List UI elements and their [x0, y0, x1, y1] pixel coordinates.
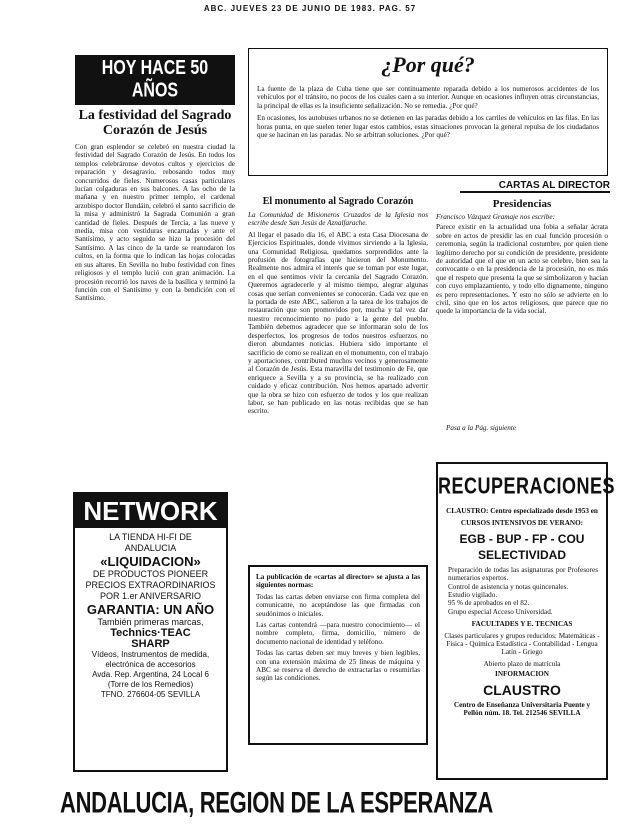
presidencias-author: Francisco Vázquez Gramaje nos escribe:: [436, 213, 555, 221]
rec-item: 95 % de aprobados en el 82.: [448, 599, 530, 608]
presidencias-body: Parece existir en la actualidad una fobia a señalar ácrata sobre en actos de presidir las en cual función procesión o ceremonia, según la tradicional costumbre, por quien tiene legítimo derecho por su condición de presidente, presidente de autoridad que el que en un acto se celebre, bien sea la convocante o en la presidencia de la procesión, no es más que el respeto que presenta la que se simbolizaron y hacían con cuyo emplazamiento, y todo ello dignamente, ninguno es pero representaciones. Y esto no sólo se advierte en lo civil, sino que en los actos religiosos, que parece que no quede la importancia de la vida social.: [436, 223, 608, 316]
rec-item: Control de asistencia y notas quincenales.: [448, 582, 569, 591]
presidencias-continue: Pasa a la Pág. siguiente: [446, 424, 517, 433]
monumento-intro: La Comunidad de Misioneros Cruzados de la Iglesia nos escribe desde San Jesús de Aznalfarache.: [248, 211, 428, 228]
network-line: DE PRODUCTOS PIONEER: [92, 569, 209, 579]
page-header: ABC. JUEVES 23 DE JUNIO DE 1983. PAG. 57: [203, 4, 417, 13]
hoy-body: Con gran esplendor se celebró en nuestra ciudad la festividad del Sagrado Corazón de Jesús. En todos los templos celebráronse devotos cultos y ejercicios de reparación y desagravio, rebosando todos muy concurridos de fieles. Numerosos casas particulares lucían colgaduras en sus balcones. A las ocho de la mañana y en nuestro primer templo, el cardenal arzobispo doctor Ilundáin, celebró el santo sacrificio de la misa y administró la Sagrada Comunión a gran cantidad de fieles. Después de Tercia, a las nueve y media, misa con vestiduras encarnadas y ante el Santísimo, y acto seguido se hizo la procesión del Santísimo. A las cinco de la tarde se reanudaron los cultos, en la forma que lo indican las hojas colocadas en sus altares. En Sevilla no hubo festividad con fines religiosos y el templo lució con gran animación. La procesión recorrió los naves de la basílica y terminó la función con el Santísimo y con la bendición con el Santísimo.: [75, 143, 235, 303]
network-line: PRECIOS EXTRAORDINARIOS: [85, 580, 216, 590]
recuperaciones-title: RECUPERACIONES: [438, 472, 616, 499]
network-ad: [73, 492, 228, 772]
rec-address: Centro de Enseñanza Universitaria Puente y Pellón núm. 18. Tel. 212546 SEVILLA: [453, 700, 591, 718]
porque-title: ¿Por qué?: [381, 52, 475, 77]
network-title: NETWORK: [75, 494, 226, 528]
rec-line-1: CLAUSTRO: Centro especializado desde 1953 en: [446, 507, 598, 515]
network-line: GARANTIA: UN AÑO: [86, 602, 215, 617]
network-line: También primeras marcas,: [97, 617, 204, 627]
norms-box: [248, 565, 428, 745]
network-line: POR 1.er ANIVERSARIO: [99, 591, 202, 601]
network-line: LA TIENDA HI-FI DE: [109, 532, 192, 542]
network-line: Vídeos, Instrumentos de medida,: [91, 650, 210, 659]
norms-item-2: Las cartas contendrá —para nuestro conocimiento— el nombre completo, firma, domicilio, número de documento nacional de identidad y teléfono.: [256, 621, 420, 646]
rec-abierto: Abierto plazo de matrícula: [483, 659, 561, 668]
hoy-title: La festividad del Sagrado Corazón de Jesús: [78, 108, 232, 138]
norms-item-3: Todas las cartas deben ser muy breves y bien legibles, con una extensión máxima de 25 líneas de máquina y ABC se reserva el derecho de extractarlas o resumirlas según las condiciones.: [256, 649, 420, 683]
network-line: Technics·TEAC: [110, 627, 191, 639]
cartas-al-director-heading: CARTAS AL DIRECTOR: [460, 180, 610, 193]
hoy-hace-section: [75, 58, 235, 473]
rec-clases: Clases particulares y grupos reducidos: Matemáticas - Física - Química Estadística - Contabilidad - Lengua Latín - Griego: [444, 631, 600, 657]
rec-line-4: SELECTIVIDAD: [477, 547, 566, 562]
rec-item: Estudio vigilado.: [448, 591, 498, 600]
network-line: ANDALUCIA: [124, 543, 177, 553]
presidencias-title: Presidencias: [492, 198, 552, 210]
norms-title: La publicación de «cartas al director» se ajusta a las siguientes normas:: [256, 573, 420, 590]
rec-facultades: FACULTADES Y E. TECNICAS: [471, 620, 573, 629]
rec-line-2: CURSOS INTENSIVOS DE VERANO:: [460, 519, 584, 528]
hoy-badge: HOY HACE 50 AÑOS: [75, 55, 235, 105]
rec-claustro: CLAUSTRO: [483, 681, 561, 698]
porque-item-1: La fuente de la plaza de Cuba tiene que ser continuamente reparada debido a los numerosos accidentes de los vehículos por el tránsito, no pocos de los cuales caen a su interior. Aunque en ocasiones influyen otras circunstancias, la principal de ellas es la insuficiente señalización. No se remedia. ¿Por qué?: [257, 85, 599, 110]
monumento-article: [248, 196, 428, 549]
norms-item-1: Todas las cartas deben enviarse con firma completa del comunicante, no aceptándose las que firmadas con seudónimos o iniciales.: [256, 592, 420, 618]
porque-box: [248, 48, 608, 176]
monumento-title: El monumento al Sagrado Corazón: [262, 196, 414, 207]
network-line: TFNO. 276604-05 SEVILLA: [100, 690, 201, 699]
network-line: electrónica de accesorios: [105, 660, 196, 669]
network-line: (Torre de los Remedios): [107, 680, 194, 689]
presidencias-article: [436, 198, 608, 433]
rec-info: INFORMACION: [495, 670, 549, 679]
footer-banner: ANDALUCIA, REGION DE LA ESPERANZA: [60, 785, 493, 820]
recuperaciones-ad: [436, 462, 616, 780]
porque-item-2: En ocasiones, los autobuses urbanos no se detienen en las paradas debido a los carriles de vehículos en las filas. En las horas punta, en que suelen tener lugar estos cambios, estas situaciones provocan la general repulsa de los ciudadanos que se hacinan en las paradas. No se arbitran soluciones. ¿Por qué?: [257, 114, 599, 140]
rec-item: Grupo especial Acceso Universidad.: [448, 607, 553, 616]
rec-line-3: EGB - BUP - FP - COU: [459, 531, 585, 546]
rec-item: Preparación de todas las asignaturas por Profesores numerarios expertos.: [448, 565, 598, 583]
monumento-body: Al llegar el pasado día 16, el ABC a esta Casa Diocesana de Ejercicios Espirituales, donde vivimos sirviendo a la Iglesia, una Comunidad Religiosa, quedamos sorprendidos ante la profusión de fotografías que hicieron del Monumento. Realmente nos admira el interés que se toman por este lugar, en el que sentimos vivir la cercanía del Sagrado Corazón. Queremos agradecerle y al mismo tiempo, alegrar algunas cosas que serían convenientes se conocerán. Cada vez que en la portada de este ABC, salieron a la tarea de los trabajos de restauración que son promovidos por, mucha y tal vez dar nuestro reconocimiento no pudo a la gente del pueblo. También debemos agradecer que se informaran solo de los desperfectos, los progresos de todos nuestros esfuerzos no dieron abundantes noticias. Hubiera sido importante el sacrificio de como se realizan en el monumento, con el trabajo y aportaciones, contributed muchos vecinos y generosamente al Corazón de Jesús. Esta maravilla del testimonio de Fe, que enriquece a Sevilla y a su provincia, se ha realizado con cuidado y eficaz contribución. Nos hemos apartado advertir que la obra se hizo con esfuerzo de todos y los que realizan labor, se han publicado en las notas recibidas que se han escrito.: [248, 230, 428, 416]
network-line: «LIQUIDACION»: [100, 554, 201, 569]
network-line: Avda. Rep. Argentina, 24 Local 6: [92, 670, 209, 679]
network-line: SHARP: [131, 638, 170, 650]
